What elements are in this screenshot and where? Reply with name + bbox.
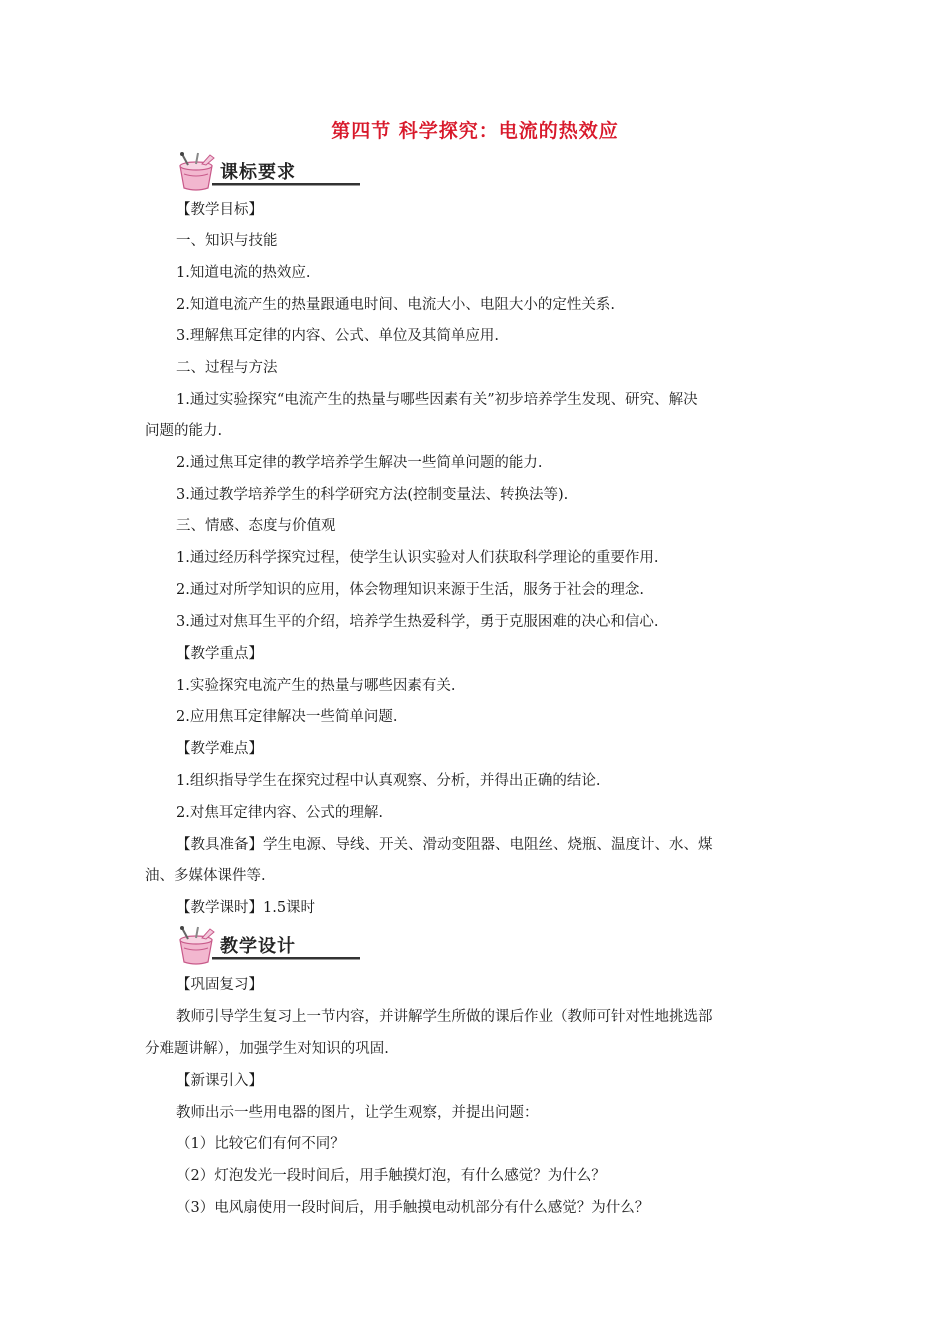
question-item: （1）比较它们有何不同？ <box>176 1136 345 1152</box>
heading-teaching-goals: 【教学目标】 <box>176 202 263 218</box>
badge-label: 课标要求 <box>220 162 296 183</box>
heading-review: 【巩固复习】 <box>176 977 263 993</box>
text-line: 3.理解焦耳定律的内容、公式、单位及其简单应用. <box>176 328 499 344</box>
text-line: 1.通过经历科学探究过程，使学生认识实验对人们获取科学理论的重要作用. <box>176 550 659 566</box>
text-line: 2.通过焦耳定律的教学培养学生解决一些简单问题的能力. <box>176 455 543 471</box>
heading-class-hours: 【教学课时】1.5课时 <box>176 900 316 916</box>
text-line: 2.对焦耳定律内容、公式的理解. <box>176 805 383 821</box>
pen-cup-icon <box>172 926 224 966</box>
text-line: 1.知道电流的热效应. <box>176 265 311 281</box>
text-line: 教师出示一些用电器的图片，让学生观察，并提出问题： <box>176 1105 539 1121</box>
page-title: 第四节 科学探究：电流的热效应 <box>331 120 619 142</box>
text-line: 教师引导学生复习上一节内容，并讲解学生所做的课后作业（教师可针对性地挑选部 <box>176 1009 713 1025</box>
heading-key-points: 【教学重点】 <box>176 646 263 662</box>
heading-introduction: 【新课引入】 <box>176 1073 263 1089</box>
heading-difficulties: 【教学难点】 <box>176 741 263 757</box>
section-badge-standards <box>172 152 322 192</box>
text-line-continued: 问题的能力. <box>145 423 223 439</box>
text-line: 2.通过对所学知识的应用，体会物理知识来源于生活，服务于社会的理念. <box>176 582 644 598</box>
subheading-knowledge: 一、知识与技能 <box>176 233 278 249</box>
text-line: 1.通过实验探究“电流产生的热量与哪些因素有关”初步培养学生发现、研究、解决 <box>176 392 698 408</box>
text-line: 1.组织指导学生在探究过程中认真观察、分析，并得出正确的结论. <box>176 773 601 789</box>
text-line: 1.实验探究电流产生的热量与哪些因素有关. <box>176 678 456 694</box>
subheading-attitude: 三、情感、态度与价值观 <box>176 518 336 534</box>
text-line-continued: 分难题讲解），加强学生对知识的巩固. <box>145 1041 389 1057</box>
section-badge-design <box>172 926 322 966</box>
text-line: 3.通过对焦耳生平的介绍，培养学生热爱科学，勇于克服困难的决心和信心. <box>176 614 659 630</box>
badge-underline <box>212 957 360 960</box>
badge-underline <box>212 183 360 186</box>
subheading-process: 二、过程与方法 <box>176 360 278 376</box>
text-line: 3.通过教学培养学生的科学研究方法(控制变量法、转换法等). <box>176 487 569 503</box>
question-item: （3）电风扇使用一段时间后，用手触摸电动机部分有什么感觉？为什么？ <box>176 1200 650 1216</box>
question-item: （2）灯泡发光一段时间后，用手触摸灯泡，有什么感觉？为什么？ <box>176 1168 606 1184</box>
text-line: 2.知道电流产生的热量跟通电时间、电流大小、电阻大小的定性关系. <box>176 297 615 313</box>
text-line-continued: 油、多媒体课件等. <box>145 868 266 884</box>
pen-cup-icon <box>172 152 224 192</box>
text-line: 2.应用焦耳定律解决一些简单问题. <box>176 709 398 725</box>
heading-equipment: 【教具准备】学生电源、导线、开关、滑动变阻器、电阻丝、烧瓶、温度计、水、煤 <box>176 837 713 853</box>
badge-label: 教学设计 <box>220 936 296 957</box>
